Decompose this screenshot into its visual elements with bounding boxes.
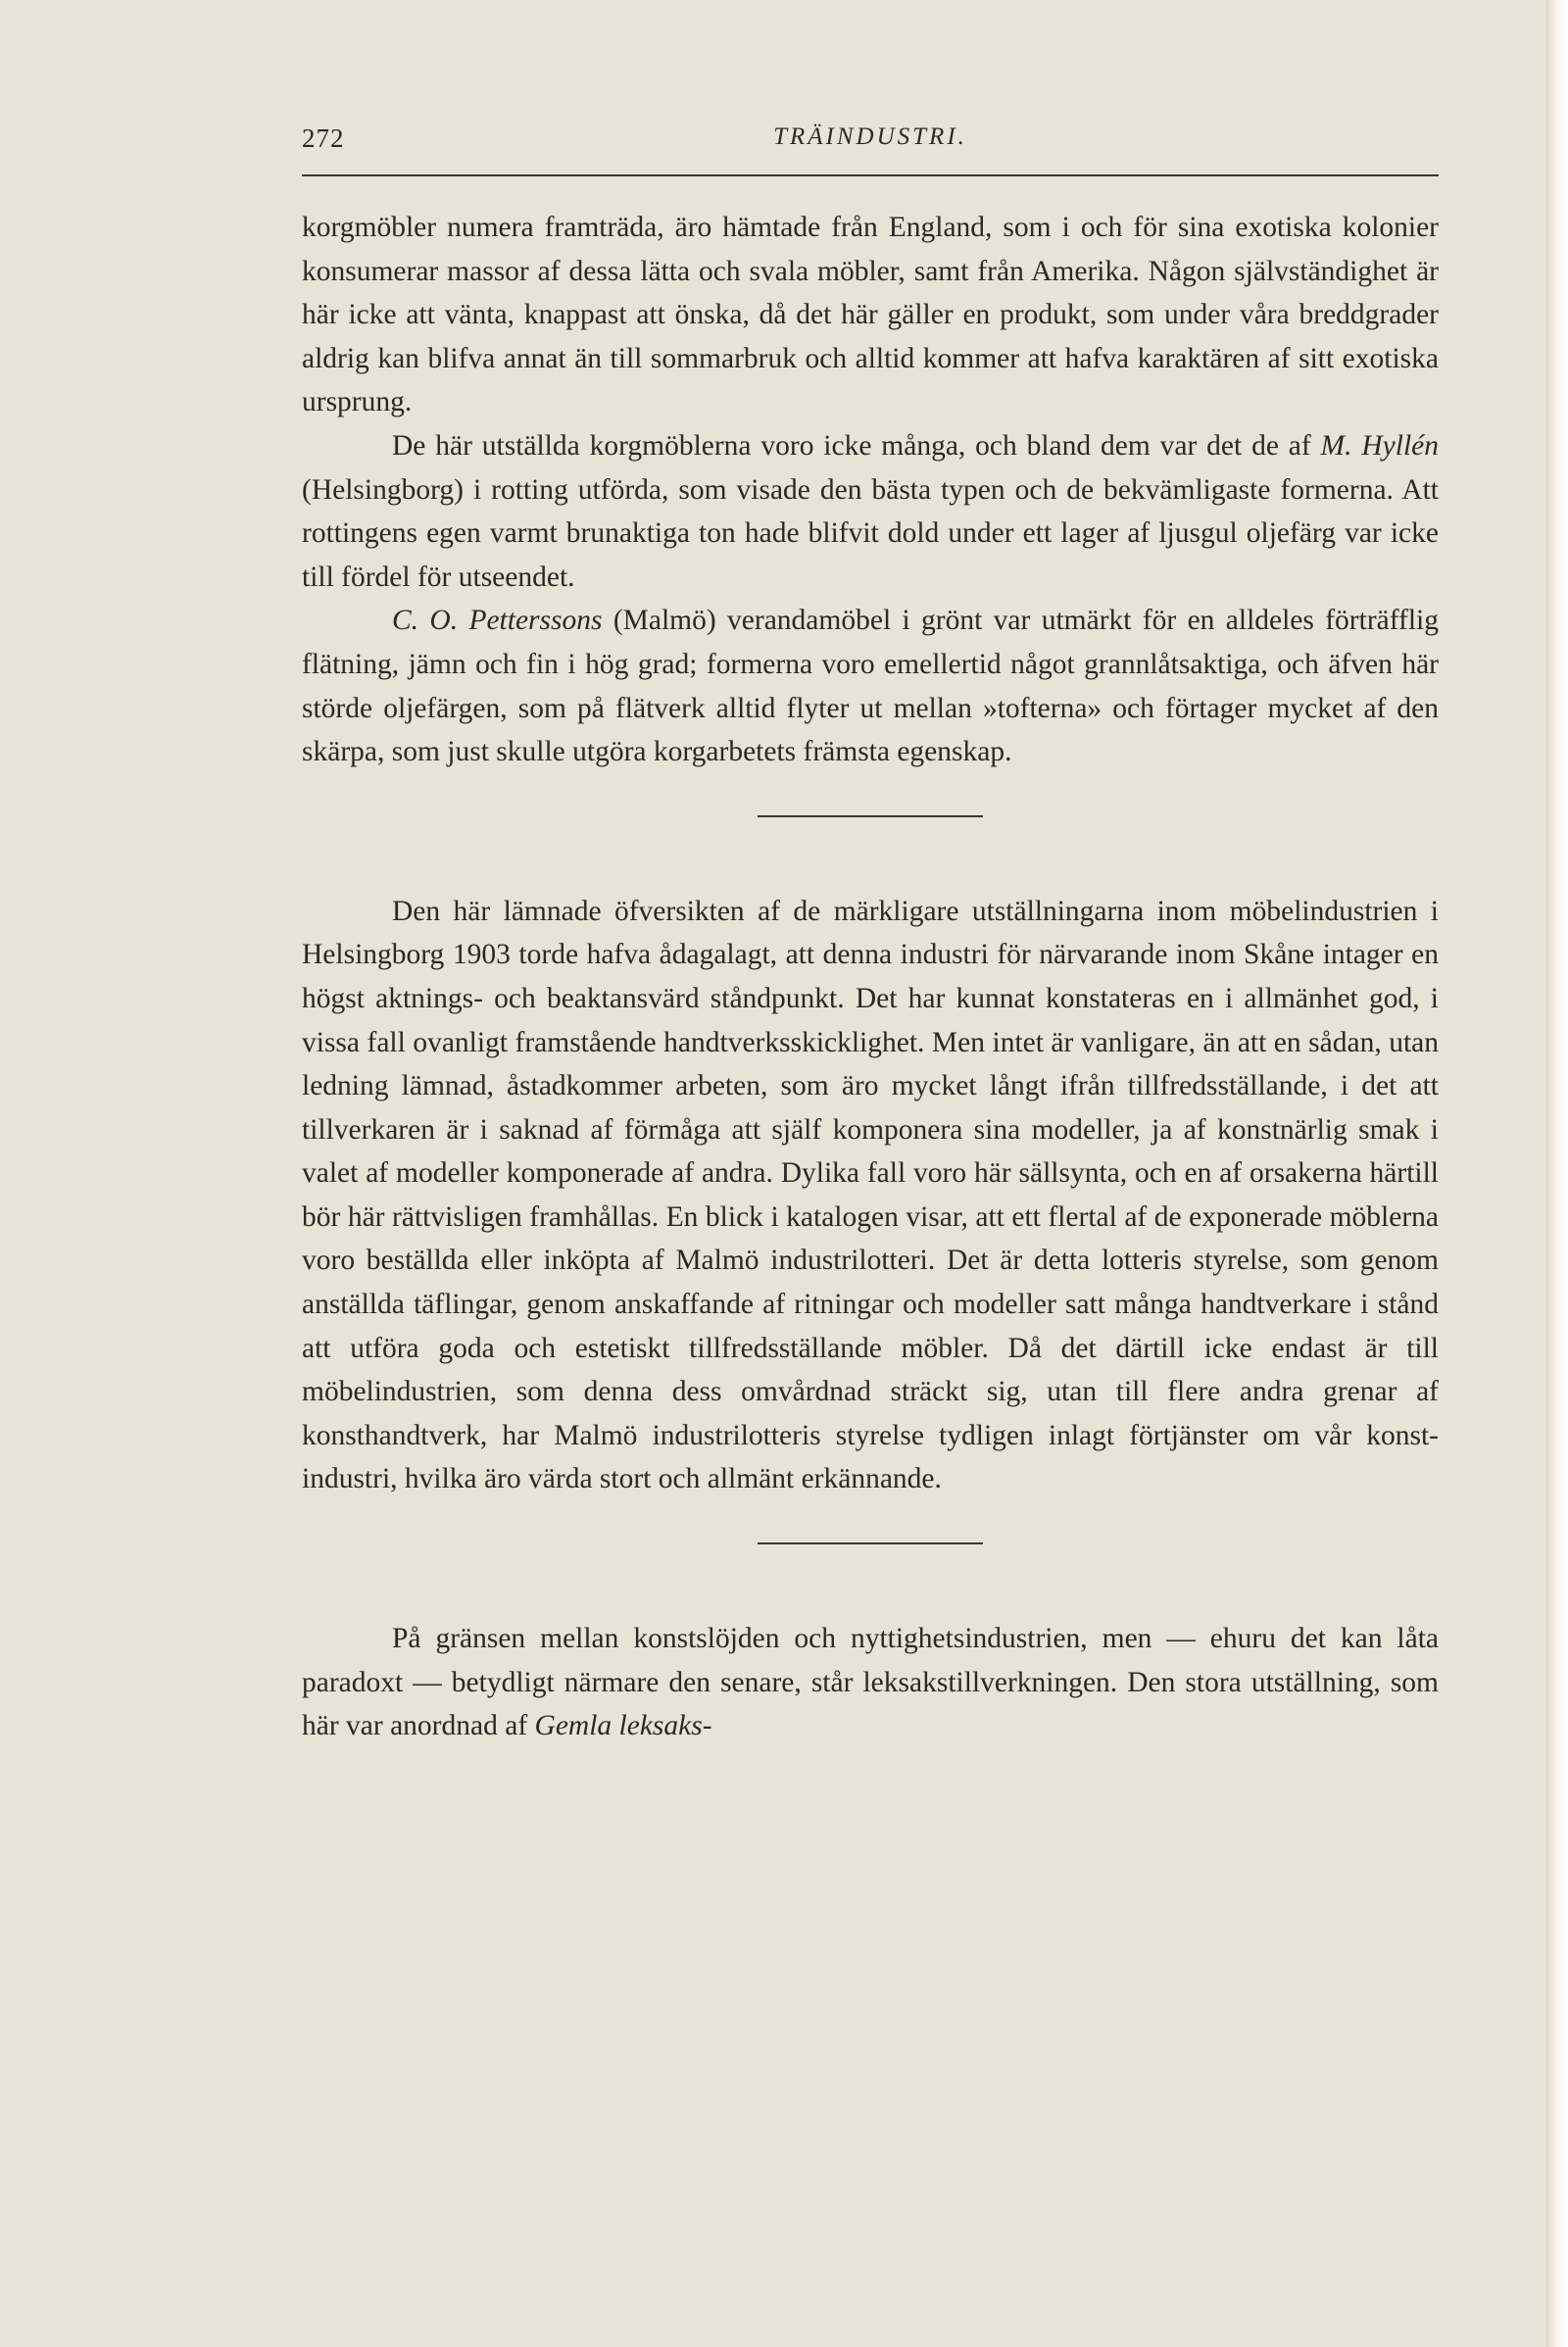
paragraph-hyllen: De här utställda korgmöblerna voro icke många, och bland dem var det de af M. Hyllén (Helsingborg) i rotting utförda, som visade den bästa typen och de bekvämligaste formerna. Att rottingens egen varmt brunaktiga ton hade blifvit dold under ett lager af ljusgul oljefärg var icke till fördel för utseendet.: [302, 429, 1439, 593]
paragraph-leksaker: På gränsen mellan konstslöjden och nyttighetsindustrien, men — ehuru det kan låta paradoxt — betydligt närmare den senare, står leksakstillverkningen. Den stora utställning, som här var anordnad af Gemla leksaks-: [302, 1623, 1439, 1742]
page-header: [302, 120, 1439, 176]
section-divider: [758, 1542, 983, 1544]
exhibitor-name: M. Hyllén: [1320, 429, 1439, 462]
paragraph-overview: Den här lämnade öfversikten af de märkligare utställningarna inom möbelindustrien i Helsingborg 1903 torde hafva ådagalagt, att denna industri för närvarande inom Skåne intager en högst aktnings- och beaktansvärd ståndpunkt. Det har kunnat konstateras en i allmänhet god, i vissa fall ovanligt framstående handtverksskicklighet. Men intet är vanligare, än att en sådan, utan ledning lämnad, åstadkommer arbeten, som äro mycket långt ifrån tillfredsställande, i det att tillverkaren är i saknad af förmåga att själf komponera sina modeller, ja af konstnärlig smak i valet af modeller komponerade af andra. Dylika fall voro här sällsynta, och en af orsakerna härtill bör här rättvisligen framhållas. En blick i katalogen visar, att ett flertal af de exponerade möblerna voro beställda eller inköpta af Malmö industrilotteri. Det är detta lotteris styrelse, som genom anställda täflingar, genom anskaffande af ritningar och modeller satt många handtverkare i stånd att utföra goda och estetiskt tillfredsställande möbler. Då det därtill icke endast är till möbelindustrien, som denna dess omvårdnad sträckt sig, utan till flere andra grenar af konsthandtverk, har Malmö industrilotteris styrelse tydligen inlagt förtjänster om vår konstindustri, hvilka äro värda stort och allmänt erkännande.: [302, 895, 1439, 1495]
page-number: 272: [302, 123, 345, 153]
company-name: Gemla leksaks-: [534, 1710, 712, 1742]
paragraph-korgmobler-origin: korgmöbler numera framträda, äro hämtade från England, som i och för sina exotiska kolonier konsumerar massor af dessa lätta och svala möbler, samt från Amerika. Någon självständighet är här icke att vänta, knappast att önska, då det här gäller en produkt, som under våra breddgrader aldrig kan blifva annat än till sommarbruk och alltid kommer att hafva karaktären af sitt exotiska ursprung.: [302, 212, 1439, 418]
section-divider: [758, 815, 983, 817]
exhibitor-name: C. O. Petterssons: [392, 605, 603, 637]
body-text: [302, 206, 1439, 1748]
running-title: TRÄINDUSTRI.: [773, 123, 967, 150]
page-edge: [1546, 0, 1568, 2347]
paragraph-pettersson: C. O. Petterssons (Malmö) verandamöbel i grönt var utmärkt för en alldeles förträfflig flätning, jämn och fin i hög grad; formerna voro emellertid något grannlåtsaktiga, och äfven här störde oljefärgen, som på flätverk alltid flyter ut mellan »tofterna» och förtager mycket af den skärpa, som just skulle utgöra korgarbetets främsta egenskap.: [302, 605, 1439, 768]
